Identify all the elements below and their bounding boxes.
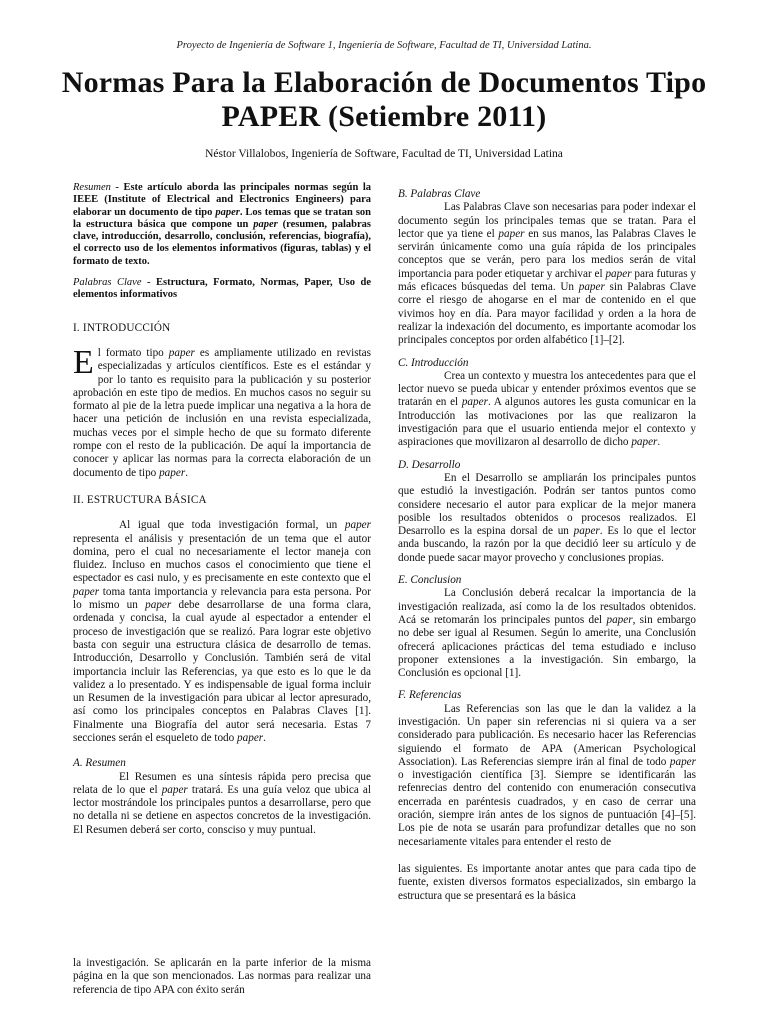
subsection-heading-palabras-clave: B. Palabras Clave	[398, 188, 481, 200]
right-column	[398, 182, 696, 903]
paper-title: Normas Para la Elaboración de Documentos Tipo PAPER (Setiembre 2011)	[61, 66, 707, 133]
resumen-paragraph: El Resumen es una síntesis rápida pero precisa que relata de lo que el paper tratará. Es una guía veloz que ubica al lector mostrándole los principales puntos a desarrollarse, pero que no detalla ni se detiene en aspectos concretos de la investigación. El Resumen deberá ser corto, consciso y muy puntual.	[73, 770, 371, 836]
running-header: Proyecto de Ingeniería de Software 1, Ingeniería de Software, Facultad de TI, Universidad Latina.	[176, 40, 592, 51]
referencias-continuation: las siguientes. Es importante anotar antes que para cada tipo de fuente, existen diversos formatos especializados, sin embargo la estructura que se presentará es la básica	[398, 862, 696, 902]
subsection-heading-referencias: F. Referencias	[398, 689, 462, 702]
author-line: Néstor Villalobos, Ingeniería de Software, Facultad de TI, Universidad Latina	[205, 148, 563, 160]
estructura-paragraph: Al igual que toda investigación formal, un paper representa el análisis y presentación de un tema que el autor domina, pero el cual no necesariamente el lector maneja con fluidez. Incluso en muchos casos el conocimiento que tiene el espectador es casi nulo, y es precisamente en este contexto que el paper toma tanta importancia y relevancia para esta persona. Por lo mismo un paper debe desarrollarse de una forma clara, ordenada y concisa, la cual ayude al espectador a entender el proceso de investigación que se realizó. Para lograr este objetivo basta con seguir una estructura clásica de desarrollo de temas. Introducción, Desarrollo y Conclusión. También será de vital importancia incluir las Referencias, ya que esto es lo que le da validez a lo presentado. Y es indispensable de igual forma incluir un Resumen de la investigación para ubicar al lector apresurado, así como los principales conceptos en Palabras Claves [1]. Finalmente una Biografía del autor será necesaria. Estas 7 secciones serán el esqueleto de todo paper.	[73, 519, 371, 744]
left-column-continuation	[73, 957, 371, 997]
keywords: Palabras Clave - Estructura, Formato, Normas, Paper, Uso de elementos informativos	[73, 277, 372, 301]
bottom-left-paragraph: la investigación. Se aplicarán en la parte inferior de la misma página en la que son mencionados. Las normas para realizar una referencia de tipo APA con éxito serán	[73, 957, 371, 996]
section-heading-introduccion: I. INTRODUCCIÓN	[73, 321, 171, 334]
drop-cap: E	[73, 343, 94, 381]
subsection-heading-introduccion: C. Introducción	[398, 356, 469, 369]
palabras-clave-paragraph: Las Palabras Clave son necesarias para poder indexar el documento según los principales temas que se tratan. Para el lector que ya tiene el paper en sus manos, las Palabras Claves le servirán únicamente como una guía rápida de los principales conceptos que se verán, pero para los medios serán de vital importancia para poder etiquetar y archivar el paper para futuras y más eficaces búsquedas del tema. Un paper sin Palabras Clave corre el riesgo de ahogarse en el mar de contenido en el que vivimos hoy en día. Para mayor facilidad y orden a la hora de realizar la indexación del documento, es importante acomodar los principales conceptos por orden alfabético [1]–[2].	[398, 201, 696, 347]
subsection-heading-conclusion: E. Conclusion	[398, 574, 462, 587]
referencias-paragraph: Las Referencias son las que le dan la validez a la investigación. Un paper sin referencias ni si quiera va a ser considerado para publicación. Es necesario hacer las Referencias siguiendo el formato de APA (American Psychological Association). Las Referencias siempre irán al final de todo paper o investigación científica [3]. Siempre se identificarán las refenrecias dentro del contenido con enumeración consecutiva encerrada en paréntesis cuadrados, y en caso de cerrar una oración, siempre irán antes de los signos de puntuación [4]–[5]. Los pie de nota se usarán para profundizar detalles que no son necesariamente vitales para entender el resto de	[398, 702, 696, 848]
abstract: Resumen - Este artículo aborda las principales normas según la IEEE (Institute of Electrical and Electronics Engineers) para elaborar un documento de tipo paper. Los temas que se tratan son la estructura básica que compone un paper (resumen, palabras clave, introducción, desarrollo, conclusión, referencias, biografía), el correcto uso de los elementos informativos (figuras, tablas) y el formato de texto.	[73, 182, 371, 267]
introduccion-paragraph: Crea un contexto y muestra los antecedentes para que el lector nuevo se pueda ubicar y entender próximos eventos que se tratarán en el paper. A algunos autores les gusta comunicar en la Introducción las motivaciones por las que realizaron la investigación para que el usuario entienda mejor el contexto y aspiraciones que movilizaron al desarrollo de dicho paper.	[398, 369, 696, 449]
section-heading-estructura: II. ESTRUCTURA BÁSICA	[73, 493, 207, 506]
left-column	[73, 182, 371, 837]
conclusion-paragraph: La Conclusión deberá recalcar la importancia de la investigación realizada, así como la de los resultados obtenidos. Acá se retomarán los principales puntos del paper, sin embargo no debe ser igual al Resumen. Según lo amerite, una Conclusión ofrecerá aplicaciones prácticas del tema estudiado e incluso proponer extensiones a la investigación. Sin embargo, la Conclusión es opcional [1].	[398, 587, 696, 680]
subsection-heading-desarrollo: D. Desarrollo	[398, 458, 461, 471]
intro-paragraph: El formato tipo paper es ampliamente utilizado en revistas especializadas y artículos científicos. Este es el estándar y por lo tanto es requisito para la publicación y su posterior aprobación en este tipo de medios. En muchos casos no seguir su formato al pie de la letra puede implicar una negativa a la hora de hacer una petición de inclusión en una revista especializada, muchas veces por el simple hecho de que su formato diferente rompe con el resto de la publicación. De aquí la importancia de conocer y aplicar las normas para la correcta elaboración de un documento de tipo paper.	[73, 343, 371, 479]
subsection-heading-resumen: A. Resumen	[73, 757, 126, 770]
desarrollo-paragraph: En el Desarrollo se ampliarán los principales puntos que estudió la investigación. Podrán ser tantos puntos como considere necesario el autor para explicar de la mejor manera posible los resultados obtenidos o procesos realizados. El Desarrollo es la espina dorsal de un paper. Es lo que el lector anda buscando, la razón por la que decidió leer su artículo y de donde puede sacar mayor provecho y conclusiones propias.	[398, 471, 697, 564]
